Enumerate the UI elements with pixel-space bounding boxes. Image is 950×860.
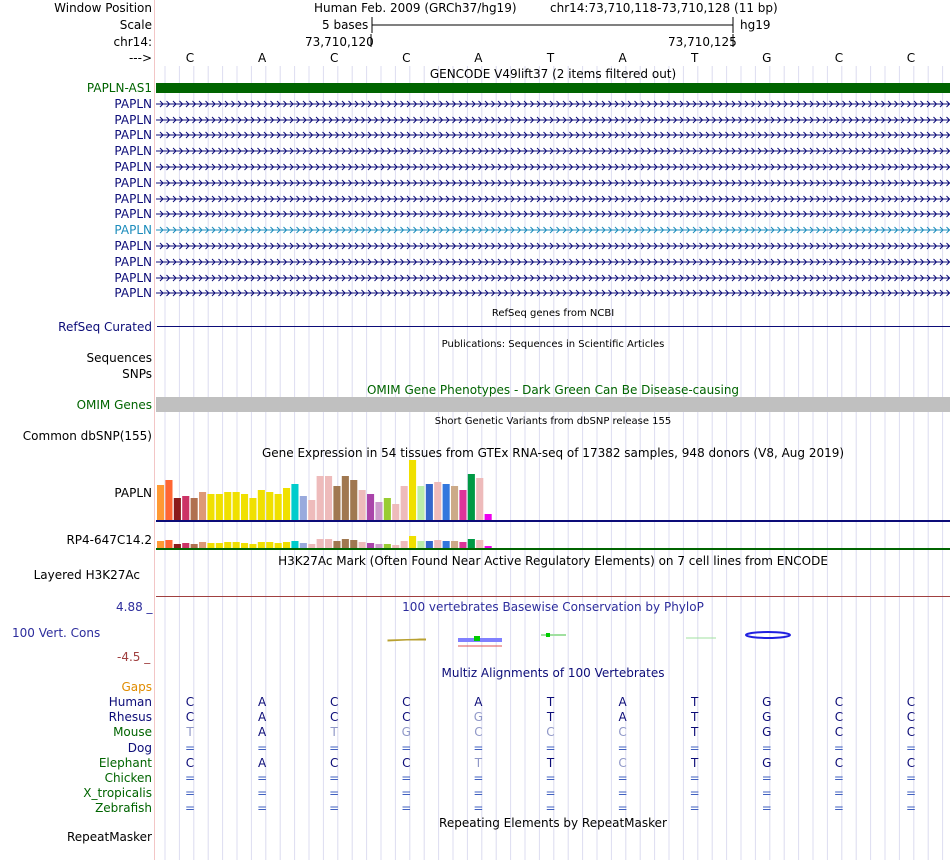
- base-8: G: [762, 51, 772, 65]
- gtex-track-title[interactable]: Gene Expression in 54 tissues from GTEx RNA-seq of 17382 samples, 948 donors (V8, Aug 2019): [261, 446, 845, 460]
- multiz-base: C: [329, 710, 339, 725]
- multiz-base: =: [473, 801, 484, 816]
- multiz-base: =: [545, 786, 556, 801]
- gencode-exon-bar[interactable]: [156, 82, 950, 94]
- multiz-base: T: [691, 755, 699, 770]
- multiz-base: =: [401, 771, 412, 785]
- multiz-base: =: [184, 786, 196, 801]
- scale-bar-text: 5 bases: [322, 18, 369, 32]
- multiz-base: C: [906, 710, 916, 725]
- multiz-base: =: [184, 801, 196, 816]
- pubs-snps-label[interactable]: SNPs: [122, 367, 152, 381]
- gencode-intron-line[interactable]: [156, 224, 950, 236]
- multiz-base: =: [473, 771, 484, 785]
- h3k27ac-baseline: [156, 596, 950, 597]
- gencode-intron-line[interactable]: [156, 177, 950, 189]
- rmsk-label[interactable]: RepeatMasker: [66, 830, 152, 844]
- multiz-base: T: [474, 755, 483, 770]
- multiz-base: =: [761, 801, 772, 816]
- pubs-sequences-label[interactable]: Sequences: [86, 351, 152, 365]
- multiz-base: A: [257, 695, 267, 709]
- base-7: T: [691, 51, 699, 65]
- multiz-base: =: [617, 786, 628, 801]
- multiz-base: T: [186, 725, 194, 740]
- coord-left: 73,710,120: [305, 35, 374, 49]
- base-6: A: [618, 51, 627, 65]
- multiz-base: =: [689, 740, 700, 755]
- gencode-item-label[interactable]: PAPLN: [114, 207, 152, 222]
- multiz-species-label[interactable]: Elephant: [98, 755, 152, 770]
- multiz-base: A: [474, 695, 483, 709]
- multiz-base: =: [833, 740, 844, 755]
- gencode-item-label[interactable]: PAPLN: [114, 223, 152, 238]
- multiz-base: T: [691, 695, 699, 709]
- multiz-base: =: [905, 786, 917, 801]
- multiz-gaps-label[interactable]: Gaps: [121, 680, 152, 694]
- multiz-base: =: [329, 740, 340, 755]
- base-9: C: [834, 51, 844, 65]
- gencode-intron-line[interactable]: [156, 240, 950, 252]
- multiz-species-label[interactable]: Dog: [127, 740, 152, 755]
- multiz-base: T: [546, 695, 555, 709]
- multiz-base: C: [474, 725, 483, 740]
- gtex-gene-label-papln[interactable]: PAPLN: [114, 486, 152, 500]
- multiz-base: =: [761, 786, 772, 801]
- multiz-base: A: [618, 695, 627, 709]
- multiz-base: C: [329, 755, 339, 770]
- dbsnp-track-title[interactable]: Short Genetic Variants from dbSNP release 155: [434, 416, 672, 427]
- multiz-base: C: [618, 725, 627, 740]
- gencode-item-label[interactable]: PAPLN: [114, 96, 152, 111]
- refseq-gene-line[interactable]: [157, 326, 950, 327]
- gencode-item-label[interactable]: PAPLN-AS1: [86, 81, 152, 95]
- multiz-species-label[interactable]: Mouse: [113, 725, 152, 740]
- multiz-base: C: [402, 695, 411, 709]
- multiz-base: =: [761, 740, 772, 755]
- multiz-base: =: [257, 786, 268, 801]
- multiz-base: A: [257, 755, 267, 770]
- gencode-item-label[interactable]: PAPLN: [114, 270, 152, 285]
- multiz-base: =: [905, 801, 917, 816]
- gencode-intron-line[interactable]: [156, 287, 950, 299]
- gencode-item-label[interactable]: PAPLN: [114, 112, 152, 127]
- multiz-base: T: [546, 755, 555, 770]
- multiz-base: G: [762, 710, 772, 725]
- multiz-base: C: [329, 695, 339, 709]
- multiz-base: =: [617, 801, 628, 816]
- window-position-label: Window Position: [54, 1, 152, 15]
- multiz-base: C: [402, 755, 411, 770]
- multiz-base: =: [545, 740, 556, 755]
- chrom-label: chr14:: [113, 35, 152, 49]
- gencode-track-title[interactable]: GENCODE V49lift37 (2 items filtered out): [429, 67, 677, 81]
- multiz-base: C: [834, 725, 844, 740]
- multiz-base: T: [546, 710, 555, 725]
- base-0: C: [185, 51, 195, 65]
- gencode-intron-line[interactable]: [156, 145, 950, 157]
- base-4: A: [474, 51, 483, 65]
- multiz-species-label[interactable]: Human: [108, 695, 152, 709]
- multiz-base: =: [833, 801, 844, 816]
- gencode-intron-line[interactable]: [156, 256, 950, 268]
- multiz-base: C: [185, 710, 195, 725]
- multiz-base: =: [689, 801, 700, 816]
- scale-label: Scale: [119, 18, 152, 32]
- scale-bar: [370, 16, 740, 34]
- multiz-base: G: [762, 725, 772, 740]
- base-10: C: [906, 51, 916, 65]
- multiz-base: C: [834, 695, 844, 709]
- gencode-intron-line[interactable]: [156, 208, 950, 220]
- multiz-base: =: [761, 771, 772, 785]
- multiz-base: G: [762, 755, 772, 770]
- multiz-base: =: [184, 740, 196, 755]
- multiz-base: G: [473, 710, 484, 725]
- multiz-base: T: [691, 710, 699, 725]
- h3k27ac-track-title[interactable]: H3K27Ac Mark (Often Found Near Active Regulatory Elements) on 7 cell lines from ENCODE: [278, 554, 828, 568]
- gencode-item-label[interactable]: PAPLN: [114, 175, 152, 190]
- multiz-base: C: [185, 755, 195, 770]
- multiz-base: =: [689, 786, 700, 801]
- gencode-item-label[interactable]: PAPLN: [114, 128, 152, 143]
- dbsnp-label[interactable]: Common dbSNP(155): [22, 429, 152, 443]
- base-5: T: [546, 51, 555, 65]
- cons-max-label: 4.88 _: [116, 600, 153, 614]
- gencode-item-label[interactable]: PAPLN: [114, 286, 152, 301]
- multiz-base: =: [545, 801, 556, 816]
- base-1: A: [257, 51, 267, 65]
- multiz-base: =: [257, 771, 268, 785]
- position-text: chr14:73,710,118-73,710,128 (11 bp): [550, 1, 778, 15]
- multiz-base: =: [905, 771, 917, 785]
- multiz-base: =: [257, 740, 268, 755]
- coord-ticks: [370, 34, 740, 48]
- multiz-base: A: [257, 725, 267, 740]
- multiz-base: =: [184, 771, 196, 785]
- multiz-base: C: [834, 710, 844, 725]
- multiz-base: =: [473, 740, 484, 755]
- multiz-base: =: [329, 786, 340, 801]
- pubs-track-title[interactable]: Publications: Sequences in Scientific Articles: [441, 339, 665, 350]
- multiz-base: =: [473, 786, 484, 801]
- gencode-item-label[interactable]: PAPLN: [114, 254, 152, 269]
- label-column-divider: [154, 0, 155, 860]
- cons-label[interactable]: 100 Vert. Cons: [12, 626, 101, 640]
- multiz-base: =: [905, 740, 917, 755]
- assembly-text: Human Feb. 2009 (GRCh37/hg19): [314, 1, 517, 15]
- multiz-base: A: [257, 710, 267, 725]
- gtex-gene-label-rp4[interactable]: RP4-647C14.2: [66, 533, 152, 547]
- gencode-intron-line[interactable]: [156, 98, 950, 110]
- multiz-species-label[interactable]: X_tropicalis: [83, 786, 152, 801]
- gencode-item-label[interactable]: PAPLN: [114, 160, 152, 174]
- h3k27ac-label[interactable]: Layered H3K27Ac: [33, 568, 140, 582]
- gencode-item-label[interactable]: PAPLN: [114, 239, 152, 253]
- multiz-base: C: [906, 695, 916, 709]
- multiz-base: =: [545, 771, 556, 785]
- cons-min-label: -4.5 _: [117, 650, 151, 664]
- multiz-base: T: [691, 725, 699, 740]
- multiz-base: G: [762, 695, 772, 709]
- multiz-base: =: [401, 740, 412, 755]
- multiz-base: =: [617, 771, 628, 785]
- gencode-intron-line[interactable]: [156, 272, 950, 284]
- refseq-label[interactable]: RefSeq Curated: [58, 320, 152, 334]
- multiz-base: =: [401, 786, 412, 801]
- base-3: C: [402, 51, 411, 65]
- refseq-track-title[interactable]: RefSeq genes from NCBI: [491, 308, 615, 319]
- multiz-base: =: [833, 786, 844, 801]
- cons-signal[interactable]: [156, 620, 950, 660]
- omim-label[interactable]: OMIM Genes: [76, 398, 152, 412]
- multiz-base: C: [834, 755, 844, 770]
- gencode-item-label[interactable]: PAPLN: [114, 144, 152, 159]
- multiz-base: G: [401, 725, 411, 740]
- multiz-base: =: [401, 801, 412, 816]
- multiz-base: C: [185, 695, 195, 709]
- rmsk-track-title[interactable]: Repeating Elements by RepeatMasker: [439, 816, 667, 830]
- multiz-base: C: [546, 725, 555, 740]
- strand-label: --->: [128, 51, 152, 65]
- multiz-base: C: [402, 710, 411, 725]
- gencode-intron-line[interactable]: [156, 129, 950, 141]
- gencode-item-label[interactable]: PAPLN: [114, 191, 152, 206]
- multiz-base: A: [618, 710, 627, 725]
- gencode-intron-line[interactable]: [156, 161, 950, 173]
- omim-track-title[interactable]: OMIM Gene Phenotypes - Dark Green Can Be Disease-causing: [366, 383, 740, 397]
- multiz-species-label[interactable]: Rhesus: [108, 710, 152, 725]
- base-2: C: [329, 51, 339, 65]
- multiz-base: =: [329, 801, 340, 816]
- multiz-base: =: [689, 771, 700, 785]
- cons-track-title[interactable]: 100 vertebrates Basewise Conservation by PhyloP: [402, 600, 704, 614]
- gencode-intron-line[interactable]: [156, 193, 950, 205]
- multiz-base: =: [257, 801, 268, 816]
- multiz-base: C: [906, 755, 916, 770]
- multiz-base: T: [330, 725, 338, 740]
- omim-gene-bar[interactable]: [156, 397, 950, 412]
- db-label: hg19: [740, 18, 771, 32]
- multiz-track-title[interactable]: Multiz Alignments of 100 Vertebrates: [441, 666, 665, 680]
- multiz-base: C: [906, 725, 916, 740]
- multiz-base: =: [833, 771, 844, 785]
- multiz-base: =: [617, 740, 628, 755]
- multiz-base: C: [618, 755, 627, 770]
- coord-right: 73,710,125: [668, 35, 737, 49]
- multiz-species-label[interactable]: Zebrafish: [95, 801, 152, 816]
- multiz-species-label[interactable]: Chicken: [104, 771, 152, 785]
- gtex-expression-bars[interactable]: [156, 458, 950, 553]
- multiz-base: =: [329, 771, 340, 785]
- gencode-intron-line[interactable]: [156, 114, 950, 126]
